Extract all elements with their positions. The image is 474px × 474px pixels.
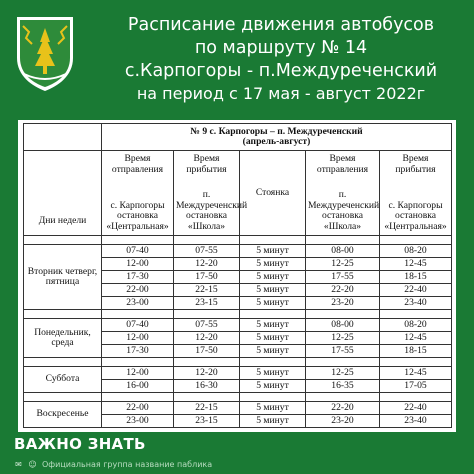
table-cell: 12-25 bbox=[306, 332, 380, 345]
schedule-heading bbox=[96, 14, 466, 105]
col-header-arrival-karpogory: Время прибытия с. Карпогоры остановка «Центральная» bbox=[380, 151, 452, 236]
title-line-4: на период с 17 мая - август 2022г bbox=[136, 84, 426, 103]
table-row bbox=[24, 367, 452, 380]
social-bar bbox=[14, 460, 212, 469]
table-cell: 5 минут bbox=[240, 271, 306, 284]
table-row bbox=[24, 245, 452, 258]
table-cell: 5 минут bbox=[240, 332, 306, 345]
table-cell: 12-20 bbox=[174, 367, 240, 380]
group-spacer bbox=[24, 236, 452, 245]
vk-icon[interactable]: ✉ bbox=[15, 460, 22, 469]
table-cell: 22-00 bbox=[102, 284, 174, 297]
table-cell: 12-45 bbox=[380, 332, 452, 345]
table-cell: 22-20 bbox=[306, 284, 380, 297]
table-cell: 22-20 bbox=[306, 402, 380, 415]
title-line-1: Расписание движения автобусов bbox=[127, 15, 435, 35]
day-cell: Понедельник, среда bbox=[24, 319, 102, 358]
table-cell: 08-20 bbox=[380, 319, 452, 332]
table-cell: 17-50 bbox=[174, 345, 240, 358]
schedule-sheet bbox=[18, 120, 456, 432]
day-cell: Воскресенье bbox=[24, 402, 102, 428]
table-cell: 5 минут bbox=[240, 297, 306, 310]
header bbox=[0, 0, 474, 120]
group-spacer bbox=[24, 393, 452, 402]
table-cell: 18-15 bbox=[380, 345, 452, 358]
table-cell: 23-00 bbox=[102, 297, 174, 310]
table-cell: 5 минут bbox=[240, 345, 306, 358]
table-cell: 08-20 bbox=[380, 245, 452, 258]
table-row bbox=[24, 402, 452, 415]
table-cell: 23-20 bbox=[306, 415, 380, 428]
group-spacer bbox=[24, 358, 452, 367]
col-header-stop: Стоянка bbox=[240, 151, 306, 236]
important-label: ВАЖНО ЗНАТЬ bbox=[14, 435, 146, 453]
table-cell: 23-40 bbox=[380, 415, 452, 428]
table-cell: 5 минут bbox=[240, 258, 306, 271]
social-text: Официальная группа название паблика bbox=[42, 460, 213, 469]
footer bbox=[0, 432, 474, 474]
table-cell: 23-15 bbox=[174, 415, 240, 428]
odnoklassniki-icon[interactable]: ☺ bbox=[28, 460, 37, 469]
table-cell: 5 минут bbox=[240, 367, 306, 380]
table-cell: 16-00 bbox=[102, 380, 174, 393]
table-cell: 5 минут bbox=[240, 319, 306, 332]
table-cell: 16-30 bbox=[174, 380, 240, 393]
table-cell: 08-00 bbox=[306, 319, 380, 332]
table-cell: 07-40 bbox=[102, 319, 174, 332]
table-cell: 12-25 bbox=[306, 367, 380, 380]
table-cell: 5 минут bbox=[240, 415, 306, 428]
table-cell: 12-00 bbox=[102, 258, 174, 271]
schedule-table bbox=[23, 123, 452, 428]
table-cell: 22-15 bbox=[174, 284, 240, 297]
col-header-departure-karpogory: Время отправления с. Карпогоры остановка «Центральная» bbox=[102, 151, 174, 236]
table-cell: 17-55 bbox=[306, 345, 380, 358]
table-cell: 18-15 bbox=[380, 271, 452, 284]
table-cell: 17-05 bbox=[380, 380, 452, 393]
table-cell: 5 минут bbox=[240, 380, 306, 393]
table-cell: 12-00 bbox=[102, 332, 174, 345]
table-cell: 08-00 bbox=[306, 245, 380, 258]
table-cell: 07-40 bbox=[102, 245, 174, 258]
title-line-3: с.Карпогоры - п.Междуреченский bbox=[124, 61, 438, 81]
table-row bbox=[24, 319, 452, 332]
col-header-arrival-mezhdurechensky: Время прибытия п. Междуреченский остановка «Школа» bbox=[174, 151, 240, 236]
day-cell: Вторник четверг, пятница bbox=[24, 245, 102, 310]
table-cell: 22-00 bbox=[102, 402, 174, 415]
table-cell: 17-50 bbox=[174, 271, 240, 284]
table-cell: 07-55 bbox=[174, 319, 240, 332]
table-cell: 5 минут bbox=[240, 284, 306, 297]
table-cell: 12-45 bbox=[380, 258, 452, 271]
table-cell: 23-15 bbox=[174, 297, 240, 310]
table-cell: 23-00 bbox=[102, 415, 174, 428]
table-cell: 16-35 bbox=[306, 380, 380, 393]
title-line-2: по маршруту № 14 bbox=[194, 38, 368, 58]
route-title: № 9 с. Карпогоры – п. Междуреченский (апрель-август) bbox=[102, 124, 452, 151]
day-cell: Суббота bbox=[24, 367, 102, 393]
table-cell: 23-40 bbox=[380, 297, 452, 310]
table-cell: 17-55 bbox=[306, 271, 380, 284]
table-cell: 22-40 bbox=[380, 284, 452, 297]
table-cell: 07-55 bbox=[174, 245, 240, 258]
group-spacer bbox=[24, 310, 452, 319]
col-header-departure-mezhdurechensky: Время отправления п. Междуреченский остановка «Школа» bbox=[306, 151, 380, 236]
table-cell: 17-30 bbox=[102, 271, 174, 284]
table-cell: 23-20 bbox=[306, 297, 380, 310]
table-cell: 12-20 bbox=[174, 258, 240, 271]
table-cell: 5 минут bbox=[240, 245, 306, 258]
table-cell: 12-45 bbox=[380, 367, 452, 380]
table-cell: 5 минут bbox=[240, 402, 306, 415]
table-cell: 17-30 bbox=[102, 345, 174, 358]
table-cell: 22-15 bbox=[174, 402, 240, 415]
coat-of-arms-icon bbox=[14, 14, 76, 94]
table-cell: 12-20 bbox=[174, 332, 240, 345]
table-cell: 12-25 bbox=[306, 258, 380, 271]
table-cell: 22-40 bbox=[380, 402, 452, 415]
col-header-day: Дни недели bbox=[24, 151, 102, 236]
table-cell: 12-00 bbox=[102, 367, 174, 380]
